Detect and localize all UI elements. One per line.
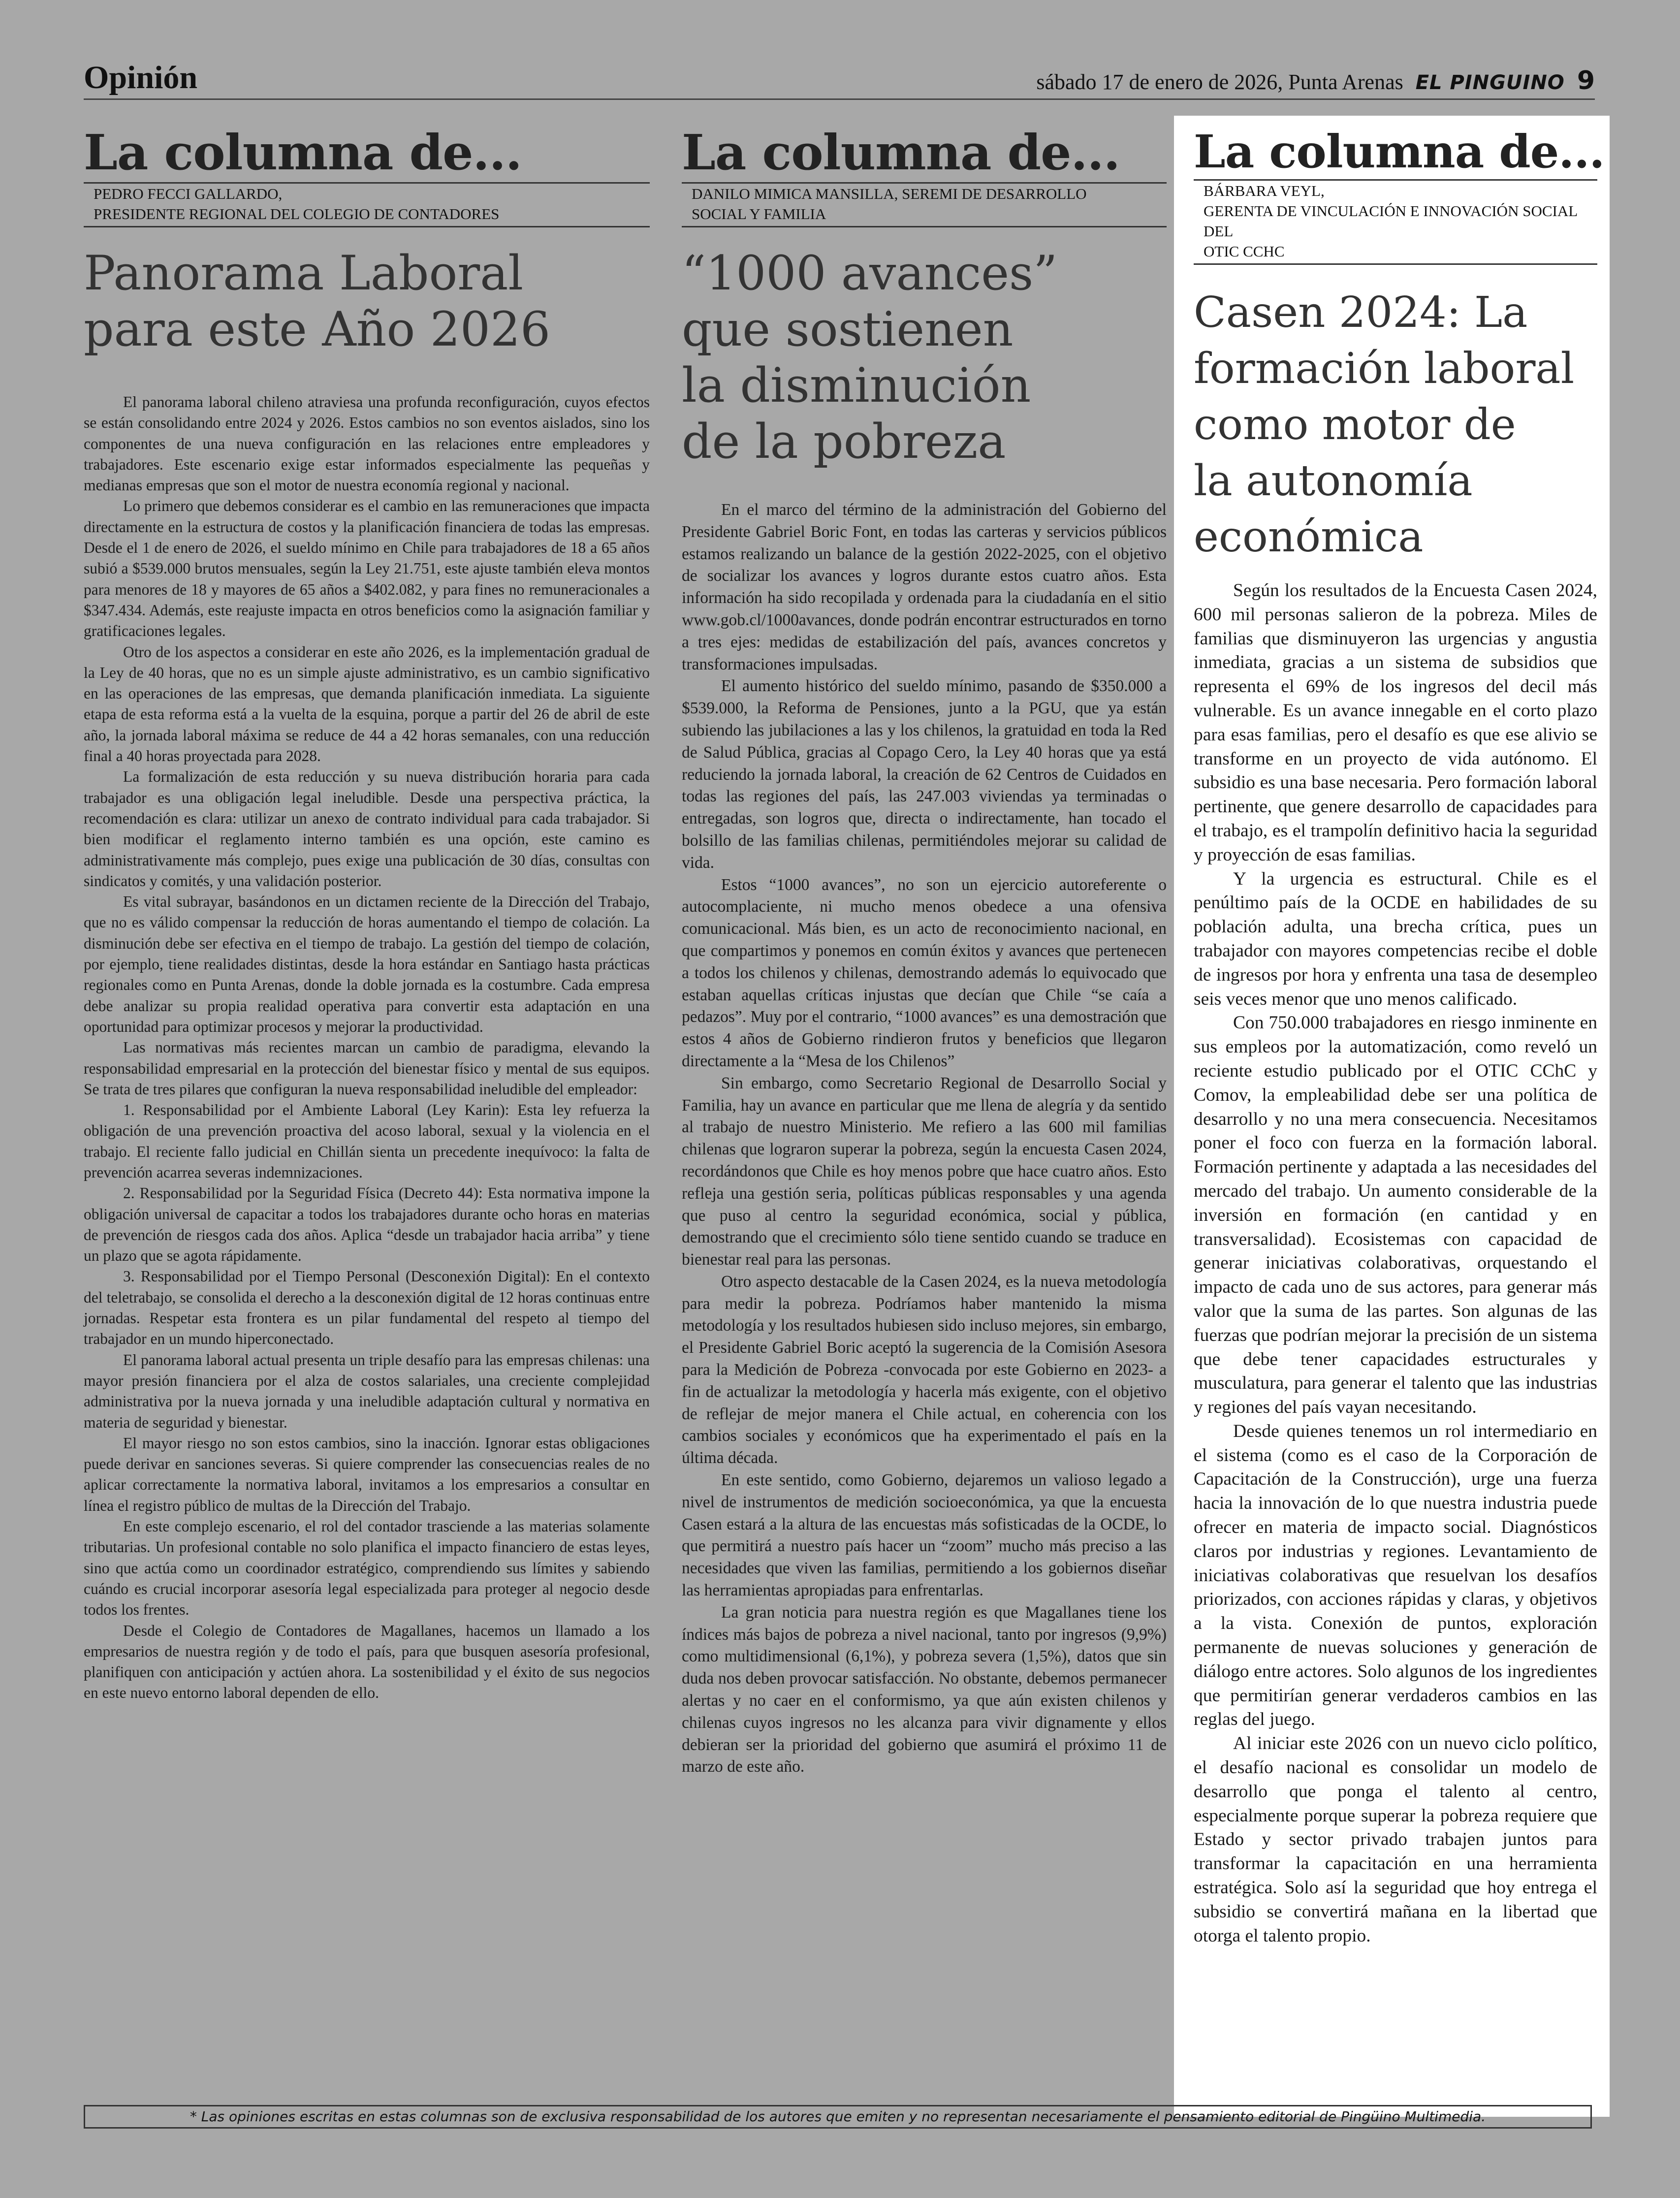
article-headline: “1000 avances” que sostienen la disminución de la pobreza bbox=[682, 246, 1058, 469]
article-body bbox=[682, 499, 1167, 1778]
author-role: GERENTA DE VINCULACIÓN E INNOVACIÓN SOCIAL DEL bbox=[1204, 202, 1578, 240]
column-veyl bbox=[1194, 125, 1605, 1948]
article-body bbox=[1194, 579, 1597, 1948]
dateline bbox=[1036, 66, 1595, 96]
paragraph: 1. Responsabilidad por el Ambiente Laboral (Ley Karin): Esta ley refuerza la obligación de una prevención proactiva del acoso laboral, sexual y la violencia en el trabajo. El reciente fallo judicial en Chillán sienta un precedente inequívoco: la falta de prevención acarrea severas indemnizaciones. bbox=[84, 1101, 650, 1181]
author-name-role: DANILO MIMICA MANSILLA, SEREMI DE DESARROLLO bbox=[692, 185, 1087, 202]
author-byline bbox=[1194, 181, 1597, 265]
paragraph: Desde el Colegio de Contadores de Magallanes, hacemos un llamado a los empresarios de nuestra región y de todo el país, para que busquen asesoría profesional, planifiquen con anticipación y actúen ahora. La sostenibilidad y el éxito de sus negocios en este nuevo entorno laboral dependen de ello. bbox=[84, 1622, 650, 1702]
page-number: 9 bbox=[1577, 66, 1595, 96]
column-kicker: La columna de... bbox=[682, 125, 1120, 181]
article-headline: Casen 2024: La formación laboral como motor de la autonomía económica bbox=[1194, 288, 1575, 562]
paragraph: El panorama laboral actual presenta un triple desafío para las empresas chilenas: una mayor presión financiera por el alza de costos salariales, una creciente complejidad administrativa por la nueva jornada y una ineludible adaptación cultural y normativa en materia de seguridad y bienestar. bbox=[84, 1351, 650, 1431]
author-role: PRESIDENTE REGIONAL DEL COLEGIO DE CONTADORES bbox=[94, 205, 500, 223]
author-organization: OTIC CCHC bbox=[1204, 243, 1285, 260]
paragraph: El mayor riesgo no son estos cambios, sino la inacción. Ignorar estas obligaciones puede derivar en sanciones severas. Si quiere comprender las consecuencias reales de no aplicar correctamente la normativa laboral, invitamos a los empresarios a consultar en línea el registro público de multas de la Dirección del Trabajo. bbox=[84, 1434, 650, 1514]
paragraph: 3. Responsabilidad por el Tiempo Personal (Desconexión Digital): En el contexto del teletrabajo, se consolida el derecho a la desconexión digital de 12 horas continuas entre jornadas. Respetar esta frontera es un pilar fundamental del respeto al tiempo del trabajador en un mundo hiperconectado. bbox=[84, 1268, 650, 1348]
paragraph: Sin embargo, como Secretario Regional de Desarrollo Social y Familia, hay un avance en particular que me llena de alegría y da sentido al trabajo de nuestro Ministerio. Me refiero a las 600 mil familias chilenas que lograron superar la pobreza, según la encuesta Casen 2024, recordándonos que Chile es hoy menos pobre que hace cuatro años. Esto refleja una gestión seria, políticas públicas responsables y una agenda que puso al centro la seguridad económica, social y pública, demostrando que el crecimiento sólo tiene sentido cuando se traduce en bienestar real para las personas. bbox=[682, 1074, 1167, 1269]
article-body bbox=[84, 392, 650, 1704]
paragraph: Desde quienes tenemos un rol intermediario en el sistema (como es el caso de la Corporación de Capacitación de la Construcción), urge una fuerza hacia la innovación de lo que nuestra industria puede ofrecer en materia de impacto social. Diagnósticos claros por industrias y regiones. Levantamiento de iniciativas colaborativas que resuelvan los desafíos priorizados, con acciones rápidas y claras, y objetivos a la vista. Conexión de puntos, exploración permanente de nuevas soluciones y generación de diálogo entre actores. Solo algunos de los ingredientes que permitirían generar verdaderos cambios en las reglas del juego. bbox=[1194, 1421, 1597, 1730]
column-fecci bbox=[84, 125, 650, 1704]
paragraph: La gran noticia para nuestra región es que Magallanes tiene los índices más bajos de pobreza a nivel nacional, tanto por ingresos (9,9%) como multidimensional (6,1%), y pobreza severa (1,5%), datos que sin duda nos deben provocar satisfacción. No obstante, debemos permanecer alertas y no caer en el conformismo, ya que aún existen chilenos y chilenas cuyos ingresos no les alcanza para vivir dignamente y ellos debieran ser la prioridad del gobierno que asumirá el próximo 11 de marzo de este año. bbox=[682, 1603, 1167, 1776]
author-name: PEDRO FECCI GALLARDO, bbox=[94, 185, 283, 202]
paragraph: El aumento histórico del sueldo mínimo, pasando de $350.000 a $539.000, la Reforma de Pensiones, junto a la PGU, que ya están subiendo las jubilaciones a las y los chilenos, la gratuidad en toda la Red de Salud Pública, gracias al Copago Cero, la Ley 40 horas que ya está reduciendo la jornada laboral, la creación de 62 Centros de Cuidados en todas las regiones del país, las 247.003 viviendas ya terminadas o entregadas, son logros que, directa o indirectamente, han tocado el bolsillo de las familias chilenas, permitiéndoles mejorar su calidad de vida. bbox=[682, 677, 1167, 872]
paragraph: El panorama laboral chileno atraviesa una profunda reconfiguración, cuyos efectos se están consolidando entre 2024 y 2026. Estos cambios no son eventos aislados, sino los componentes de una nueva configuración en las relaciones entre empleadores y trabajadores. Este escenario exige estar informados especialmente las pequeñas y medianas empresas que son el motor de nuestra economía regional y nacional. bbox=[84, 393, 650, 494]
paragraph: Con 750.000 trabajadores en riesgo inminente en sus empleos por la automatización, como reveló un reciente estudio publicado por el OTIC CChC y Comov, la empleabilidad debe ser una política de desarrollo y no una mera consecuencia. Necesitamos poner el foco con fuerza en la formación laboral. Formación pertinente y adaptada a las necesidades del mercado del trabajo. Un aumento considerable de la inversión en formación (en cantidad y en transversalidad). Ecosistemas con capacidad de generar iniciativas colaborativas, orquestando el impacto de cada uno de sus actores, para generar más valor que la suma de las partes. Son algunas de las fuerzas que podrían mejorar la precisión de un sistema que debe tener capacidades estructurales y musculatura, para generar el talento que las industrias y regiones del país vayan necesitando. bbox=[1194, 1013, 1597, 1418]
paragraph: Y la urgencia es estructural. Chile es el penúltimo país de la OCDE en habilidades de su población adulta, una brecha crítica, pues un trabajador con mayores competencias recibe el doble de ingresos por hora y enfrenta una tasa de desempleo seis veces menor que uno menos calificado. bbox=[1194, 868, 1597, 1009]
author-byline bbox=[84, 184, 650, 227]
page-header bbox=[84, 59, 1595, 100]
paragraph: Según los resultados de la Encuesta Casen 2024, 600 mil personas salieron de la pobreza. Miles de familias que disminuyeron las urgencias y angustia inmediata, gracias a un sistema de subsidios que representa el 69% de los ingresos del decil más vulnerable. Es un avance innegable en el corto plazo para esas familias, pero el desafío es que ese alivio se transforme en un proyecto de vida autónomo. El subsidio es una base necesaria. Pero formación laboral pertinente, que genere desarrollo de capacidades para el trabajo, es el trampolín definitivo hacia la seguridad y proyección de esas familias. bbox=[1194, 580, 1597, 865]
author-role: SOCIAL Y FAMILIA bbox=[692, 205, 826, 223]
column-kicker: La columna de... bbox=[1194, 125, 1605, 178]
column-kicker: La columna de... bbox=[84, 125, 522, 181]
author-name: BÁRBARA VEYL, bbox=[1204, 182, 1325, 199]
paragraph: Otro de los aspectos a considerar en este año 2026, es la implementación gradual de la Ley de 40 horas, que no es un simple ajuste administrativo, es un cambio significativo en las operaciones de las empresas, que demanda planificación inmediata. La siguiente etapa de esta reforma está a la vuelta de la esquina, porque a partir del 26 de abril de este año, la jornada laboral máxima se reduce de 44 a 42 horas semanales, con una reducción final a 40 horas proyectada para 2028. bbox=[84, 643, 650, 765]
paragraph: Otro aspecto destacable de la Casen 2024, es la nueva metodología para medir la pobreza. Podríamos haber mantenido la misma metodología y los resultados hubiesen sido incluso mejores, sin embargo, el Presidente Gabriel Boric aceptó la sugerencia de la Comisión Asesora para la Medición de Pobreza -convocada por este Gobierno en 2023- a fin de actualizar la metodología y hacerla más exigente, con el objetivo de reflejar de mejor manera el Chile actual, en coherencia con los cambios sociales y económicos que ha experimentado el país en la última década. bbox=[682, 1272, 1167, 1467]
newspaper-brand: EL PINGUINO bbox=[1415, 71, 1565, 94]
paragraph: Al iniciar este 2026 con un nuevo ciclo político, el desafío nacional es consolidar un modelo de desarrollo que ponga el talento al centro, especialmente porque superar la pobreza requiere que Estado y sector privado trabajen juntos para transformar la capacitación en una herramienta estratégica. Solo así la seguridad que hoy entrega el subsidio se convertirá mañana en la libertad que otorga el talento propio. bbox=[1194, 1733, 1597, 1946]
paragraph: 2. Responsabilidad por la Seguridad Física (Decreto 44): Esta normativa impone la obligación universal de capacitar a todos los trabajadores durante ocho horas en materias de prevención de riesgos cada dos años. Aplica “desde un trabajador hacia arriba” y tiene un plazo que se agota rápidamente. bbox=[84, 1184, 650, 1265]
paragraph: En el marco del término de la administración del Gobierno del Presidente Gabriel Boric Font, en todas las carteras y servicios públicos estamos realizando un balance de la gestión 2022-2025, con el objetivo de socializar los avances y logros durante estos cuatro años. Esta información ha sido recopilada y ordenada para la ciudadanía en el sitio www.gob.cl/1000avances, donde podrán encontrar estructurados en torno a tres ejes: medidas de estabilización del país, avances concretos y transformaciones impulsadas. bbox=[682, 501, 1167, 673]
paragraph: Estos “1000 avances”, no son un ejercicio autoreferente o autocomplaciente, ni mucho menos obedece a una ofensiva comunicacional. Más bien, es un acto de reconocimiento nacional, en que compartimos y ponemos en común éxitos y avances que pertenecen a todos los chilenos y chilenas, demostrando además lo equivocado que estaban aquellas críticas injustas que decían que Chile “se caía a pedazos”. Muy por el contrario, “1000 avances” es una demostración que estos 4 años de Gobierno rindieron frutos y beneficios que llegaron directamente a la “Mesa de los Chilenos” bbox=[682, 875, 1167, 1070]
section-title: Opinión bbox=[84, 60, 198, 96]
author-byline bbox=[682, 184, 1167, 227]
paragraph: En este complejo escenario, el rol del contador trasciende a las materias solamente tributarias. Un profesional contable no solo planifica el impacto financiero de estas leyes, sino que actúa como un coordinador estratégico, comprendiendo sus límites y sabiendo cuándo es crucial incorporar asesoría legal especializada para proteger al negocio desde todos los frentes. bbox=[84, 1518, 650, 1619]
issue-date: sábado 17 de enero de 2026, Punta Arenas bbox=[1036, 70, 1403, 94]
disclaimer-footer: * Las opiniones escritas en estas columnas son de exclusiva responsabilidad de los autores que emiten y no representan necesariamente el pensamiento editorial de Pingüino Multimedia. bbox=[84, 2105, 1592, 2129]
paragraph: Es vital subrayar, basándonos en un dictamen reciente de la Dirección del Trabajo, que no es válido compensar la reducción de horas aumentando el tiempo de colación. La disminución debe ser efectiva en el tiempo de trabajo. La gestión del tiempo de colación, por ejemplo, tiene realidades distintas, desde la hora estándar en Santiago hasta prácticas regionales como en Punta Arenas, donde la doble jornada es la costumbre. Cada empresa debe analizar su propia realidad operativa para convertir esta adaptación en una oportunidad para optimizar procesos y mejorar la productividad. bbox=[84, 893, 650, 1035]
paragraph: La formalización de esta reducción y su nueva distribución horaria para cada trabajador es una obligación legal ineludible. Desde una perspectiva práctica, la recomendación es clara: utilizar un anexo de contrato individual para cada trabajador. Si bien modificar el reglamento interno también es una opción, este camino es administrativamente más complejo, pues exige una publicación de 30 días, consultas con sindicatos y comités, y una validación posterior. bbox=[84, 768, 650, 890]
paragraph: En este sentido, como Gobierno, dejaremos un valioso legado a nivel de instrumentos de medición socioeconómica, ya que la encuesta Casen estará a la altura de las encuestas más sofisticadas de la OCDE, lo que permitirá a nuestro país hacer un “zoom” mucho más preciso a las necesidades que viven las familias, permitiendo a los gobiernos diseñar las herramientas apropiadas para enfrentarlas. bbox=[682, 1471, 1167, 1600]
article-headline: Panorama Laboral para este Año 2026 bbox=[84, 246, 551, 357]
paragraph: Lo primero que debemos considerar es el cambio en las remuneraciones que impacta directamente en la estructura de costos y la planificación financiera de todas las empresas. Desde el 1 de enero de 2026, el sueldo mínimo en Chile para trabajadores de 18 a 65 años subió a $539.000 brutos mensuales, según la Ley 21.751, este ajuste también eleva montos para menores de 18 y mayores de 65 años a $402.082, y para fines no remuneracionales a $347.434. Además, este reajuste impacta en otros beneficios como la asignación familiar y gratificaciones legales. bbox=[84, 497, 650, 640]
paragraph: Las normativas más recientes marcan un cambio de paradigma, elevando la responsabilidad empresarial en la protección del bienestar físico y mental de sus equipos. Se trata de tres pilares que configuran la nueva responsabilidad ineludible del empleador: bbox=[84, 1039, 650, 1098]
